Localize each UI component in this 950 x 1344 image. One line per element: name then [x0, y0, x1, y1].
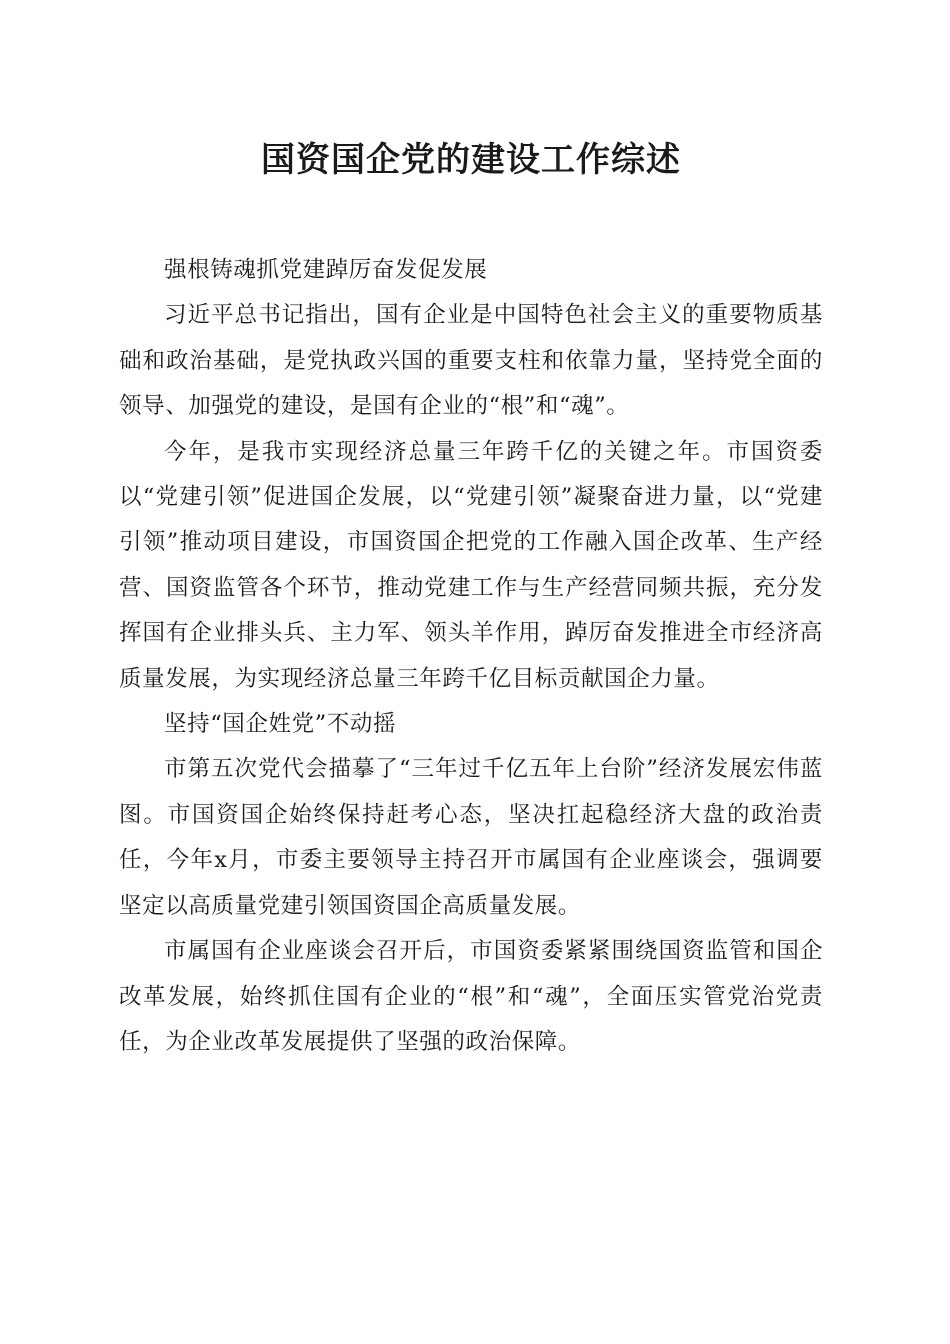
paragraph-2: 今年，是我市实现经济总量三年跨千亿的关键之年。市国资委以“党建引领”促进国企发展，以“党建引领”凝聚奋进力量，以“党建引领”推动项目建设，市国资国企把党的工作融入国企改革、生产经营、国资监管各个环节，推动党建工作与生产经营同频共振，充分发挥国有企业排头兵、主力军、领头羊作用，踔厉奋发推进全市经济高质量发展，为实现经济总量三年跨千亿目标贡献国企力量。: [119, 438, 823, 692]
section-heading-1: 强根铸魂抓党建踔厉奋发促发展: [164, 257, 488, 283]
document-title: 国资国企党的建设工作综述: [261, 140, 681, 180]
paragraph-4: 市属国有企业座谈会召开后，市国资委紧紧围绕国资监管和国企改革发展，始终抓住国有企业的“根”和“魂”，全面压实管党治党责任，为企业改革发展提供了坚强的政治保障。: [119, 938, 823, 1055]
document-page: [119, 130, 823, 1065]
section-heading-2: 坚持“国企姓党”不动摇: [164, 711, 397, 738]
paragraph-3: 市第五次党代会描摹了“三年过千亿五年上台阶”经济发展宏伟蓝图。市国资国企始终保持赶考心态，坚决扛起稳经济大盘的政治责任，今年x月，市委主要领导主持召开市属国有企业座谈会，强调要坚定以高质量党建引领国资国企高质量发展。: [119, 756, 823, 919]
paragraph-1: 习近平总书记指出，国有企业是中国特色社会主义的重要物质基础和政治基础，是党执政兴国的重要支柱和依靠力量，坚持党全面的领导、加强党的建设，是国有企业的“根”和“魂”。: [119, 302, 823, 420]
